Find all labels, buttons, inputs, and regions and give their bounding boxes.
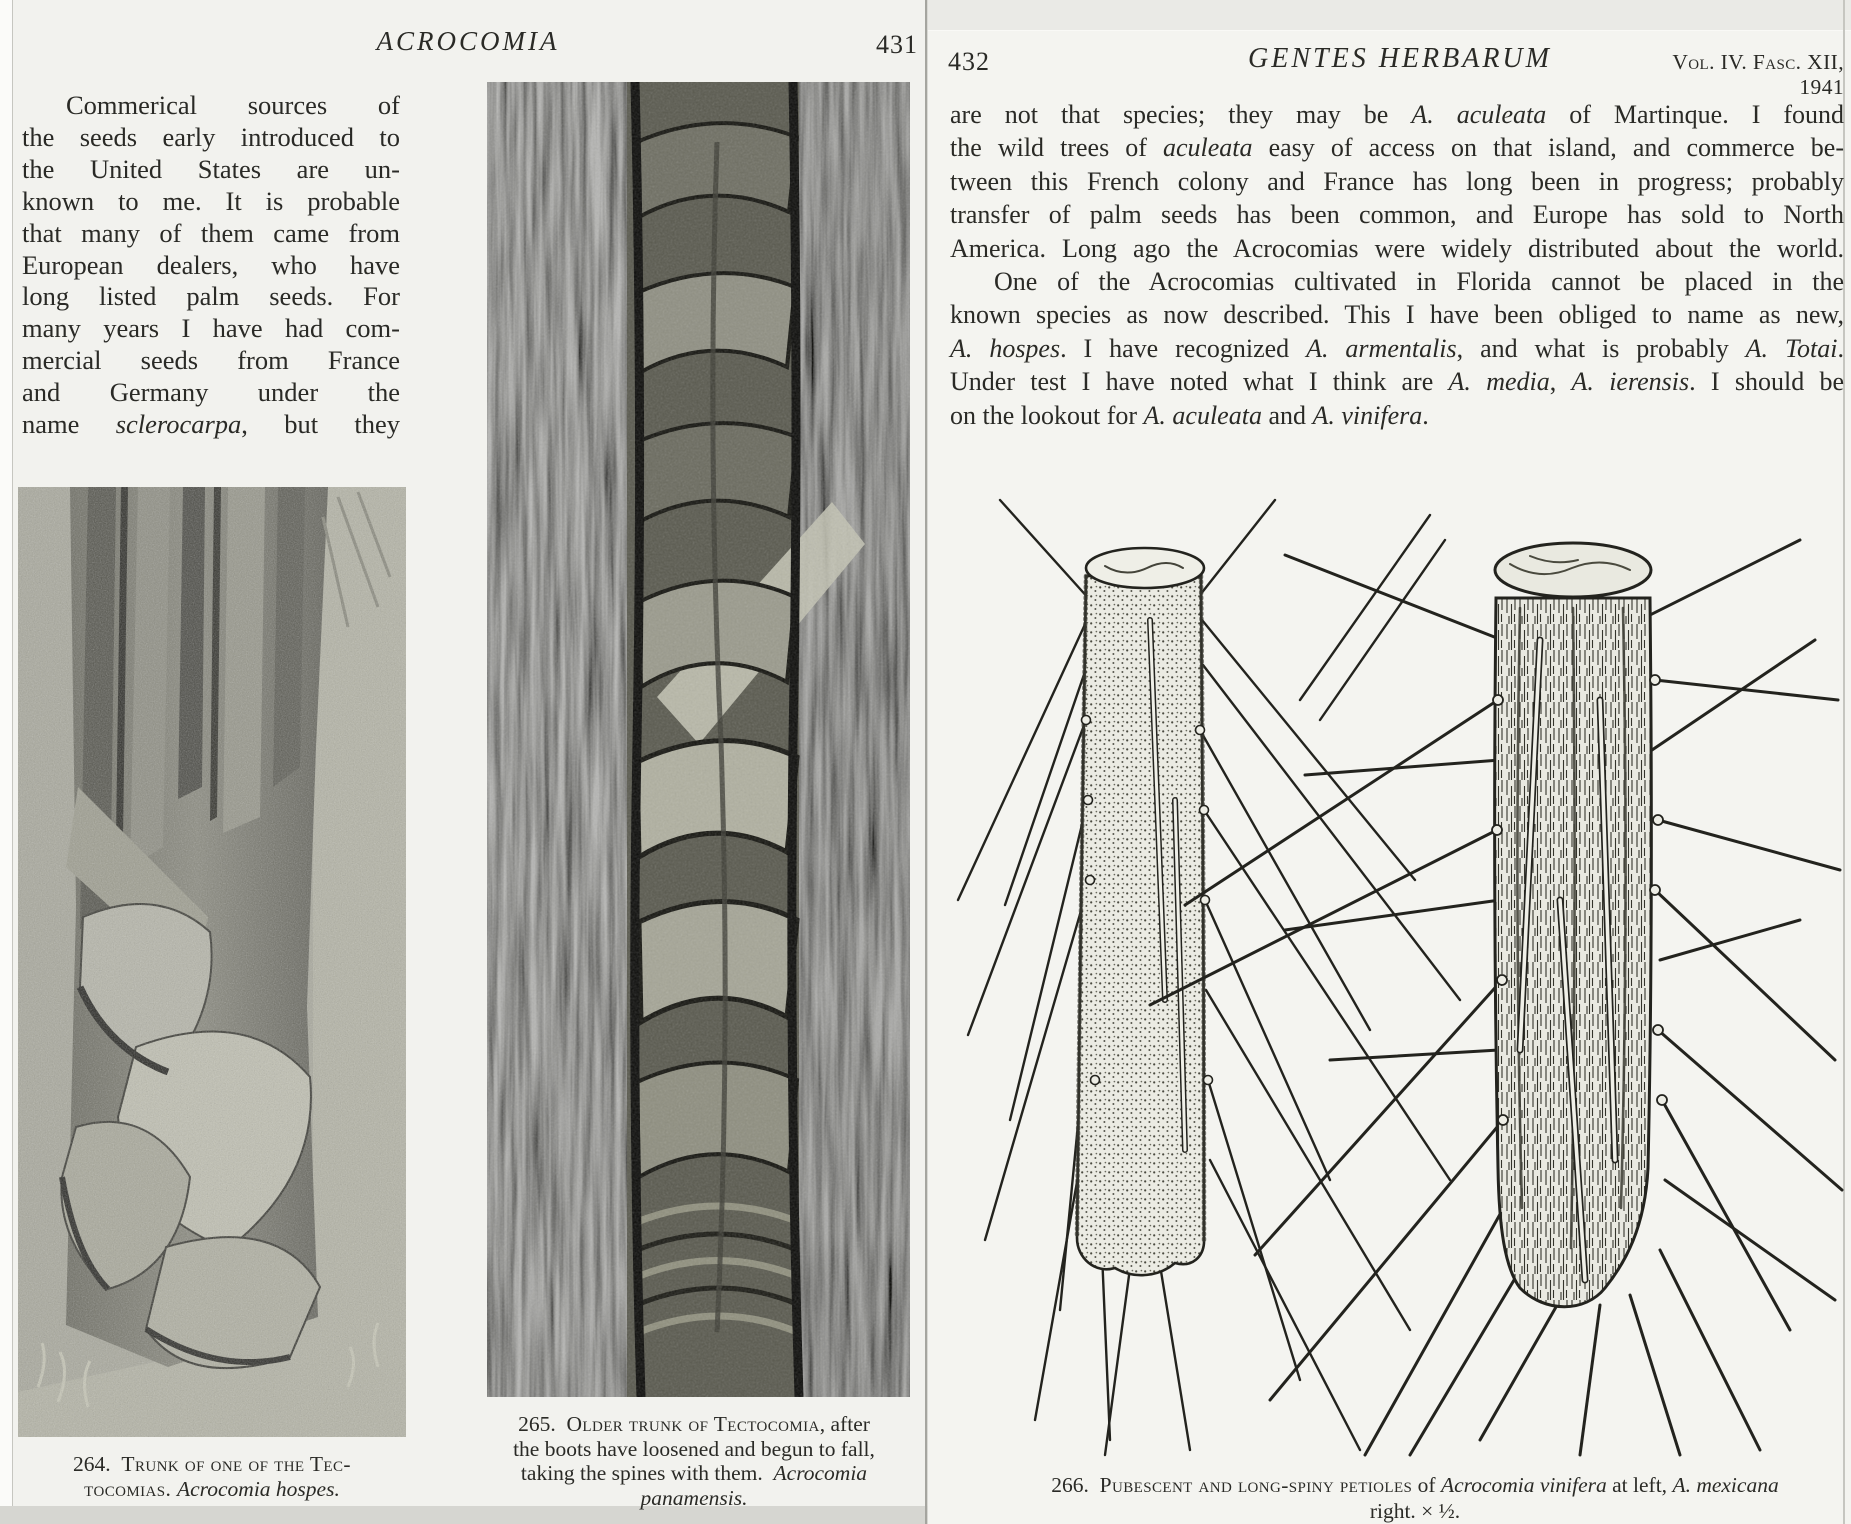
- text-line: 264. Trunk of one of the Tec-: [73, 1452, 351, 1476]
- text-line: the boots have loosened and begun to fall,: [513, 1436, 875, 1461]
- figure-266-caption: [980, 1472, 1850, 1524]
- running-head-left: ACROCOMIA: [376, 26, 560, 56]
- body-paragraph-right-2: [950, 265, 1844, 432]
- text-line: panamensis.: [640, 1485, 748, 1510]
- text-line: are not that species; they may be A. aculeata of Martinque. I found: [950, 100, 1845, 129]
- text-line: the wild trees of aculeata easy of access on that island, and commerce be-: [950, 133, 1844, 163]
- running-head-right: GENTES HERBARUM: [1248, 43, 1552, 74]
- figure-264-caption: [14, 1452, 410, 1501]
- text-line: taking the spines with them. Acrocomia: [520, 1461, 868, 1485]
- text-line: Commerical sources of: [66, 90, 400, 120]
- text-line: that many of them came from: [22, 217, 400, 248]
- text-line: 265. Older trunk of Tectocomia, after: [518, 1412, 870, 1436]
- text-line: European dealers, who have: [22, 249, 400, 280]
- text-line: tween this French colony and France has long been in progress; probably: [950, 166, 1844, 196]
- text-line: known to me. It is probable: [22, 185, 400, 216]
- text-line: long listed palm seeds. For: [22, 281, 400, 312]
- figure-265-caption: [466, 1412, 922, 1510]
- text-line: right. × ½.: [1369, 1499, 1461, 1523]
- page-432-top-shade: [928, 0, 1851, 31]
- text-line: America. Long ago the Acrocomias were widely distributed about the world.: [950, 233, 1844, 263]
- text-line: and Germany under the: [22, 377, 400, 408]
- text-line: name sclerocarpa, but they: [22, 409, 400, 440]
- page-gutter-line: [925, 0, 927, 1524]
- text-line: transfer of palm seeds has been common, and Europe has sold to North: [950, 200, 1844, 230]
- figure-264-photo: [18, 487, 406, 1437]
- text-line: on the lookout for A. aculeata and A. vinifera.: [950, 400, 1429, 430]
- text-line: the United States are un-: [22, 153, 400, 184]
- figure-266-drawing: [945, 468, 1851, 1458]
- text-line: mercial seeds from France: [22, 345, 400, 376]
- text-line: tocomias. Acrocomia hospes.: [84, 1476, 340, 1501]
- text-line: the seeds early introduced to: [22, 121, 400, 152]
- text-line: known species as now described. This I have been obliged to name as new,: [950, 300, 1844, 330]
- body-paragraph-right-1: [950, 98, 1844, 265]
- volume-info: Vol. IV. Fasc. XII, 1941: [1672, 50, 1844, 99]
- text-line: 266. Pubescent and long-spiny petioles of Acrocomia vinifera at left, A. mexicana: [1051, 1473, 1779, 1497]
- scan-left-edge: [0, 0, 12, 1524]
- text-line: Under test I have noted what I think are A. media, A. ierensis. I should be: [950, 367, 1845, 397]
- page-number-432: 432: [948, 47, 990, 76]
- text-line: One of the Acrocomias cultivated in Florida cannot be placed in the: [994, 267, 1844, 296]
- text-line: many years I have had com-: [22, 313, 400, 344]
- page-number-431: 431: [876, 30, 918, 59]
- figure-265-photo: [487, 82, 910, 1397]
- text-line: A. hospes. I have recognized A. armentalis, and what is probably A. Totai.: [950, 333, 1845, 363]
- body-paragraph-left: [22, 90, 400, 441]
